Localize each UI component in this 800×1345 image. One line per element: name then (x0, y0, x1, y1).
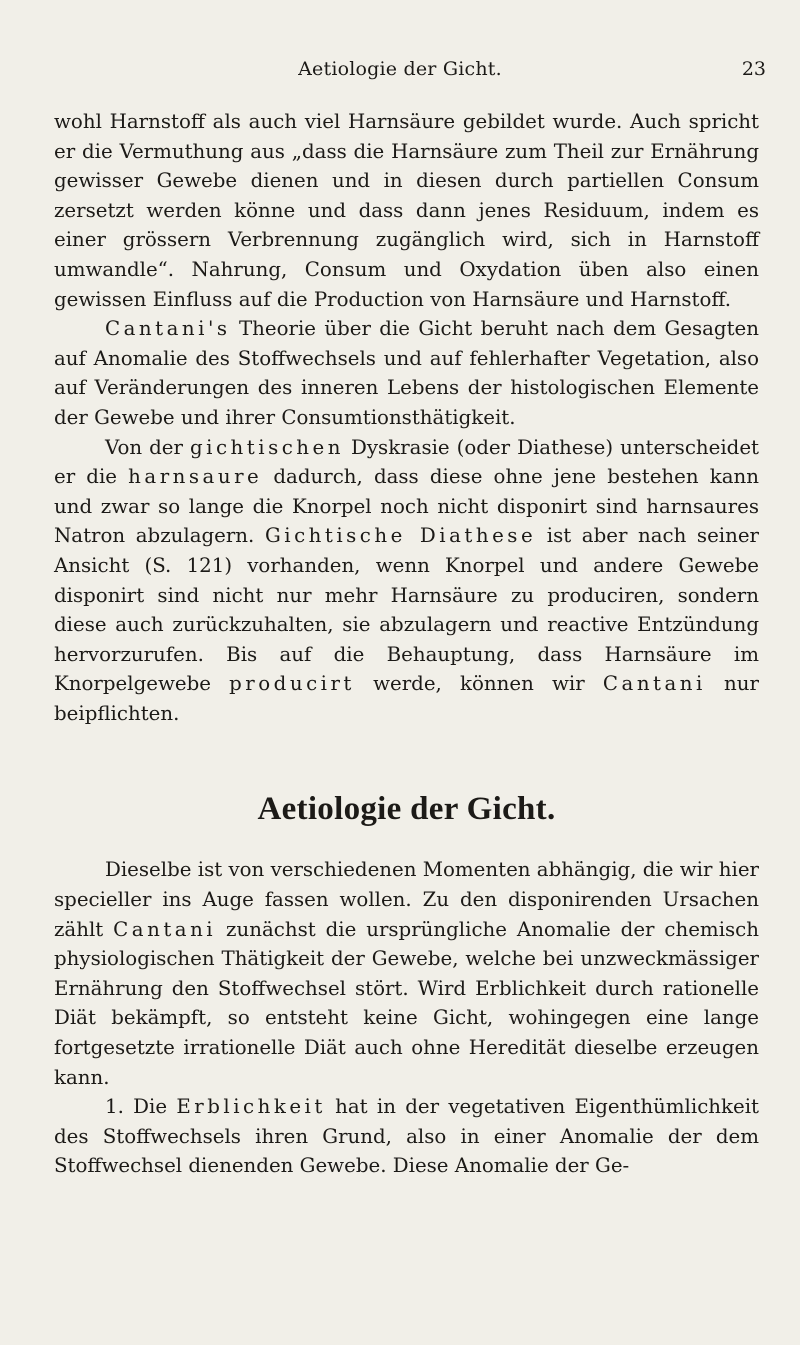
paragraph-text: werde, können wir (354, 672, 603, 696)
paragraph-text: Von der (105, 435, 190, 459)
running-header (0, 58, 800, 98)
paragraph-1: wohl Harnstoff als auch viel Harnsäure gebildet wurde. Auch spricht er die Vermuthung aus „dass die Harnsäure zum Theil zur Ernährung gewisser Gewebe dienen und in diesen durch partiellen Consum zersetzt werden könne und dass dann jenes Residuum, indem es einer grössern Verbrennung zugänglich wird, sich in Harnstoff umwandle“. Nahrung, Consum und Oxydation üben also einen gewissen Einfluss auf die Production von Harnsäure und Harnstoff. (54, 110, 759, 311)
paragraph-text: ist aber nach seiner Ansicht (S. 121) vorhanden, wenn Knorpel und andere Gewebe disponirt sind nicht nur mehr Harnsäure zu produciren, sondern diese auch zurückzuhalten, sie abzulagern und reactive Entzündung hervorzurufen. Bis auf die Behauptung, dass Harnsäure im Knorpelgewebe (54, 524, 760, 696)
paragraph-text: dadurch, dass diese ohne jene bestehen kann und zwar so lange die Knorpel noch nicht disponirt sind harnsaures Natron abzulagern. (54, 465, 759, 548)
spaced-name: Cantani's (105, 317, 231, 341)
spaced-name: Cantani (602, 672, 706, 696)
paragraph-text: Dyskrasie (oder Diathese) unterscheidet er die (54, 435, 759, 489)
spaced-term: gichtischen (189, 435, 344, 459)
section-heading: Aetiologie der Gicht. (257, 791, 556, 828)
paragraph-text: hat in der vegetativen Eigenthümlichkeit des Stoffwechsels ihren Grund, also in einer Anomalie der dem Stoffwechsel dienenden Gewebe. Diese Anomalie der Ge- (54, 1095, 759, 1178)
paragraph-5 (54, 1092, 759, 1181)
running-title: Aetiologie der Gicht. (298, 58, 502, 80)
paragraph-text: nur beipflichten. (54, 672, 759, 725)
page-body (54, 107, 759, 1181)
spaced-term: producirt (229, 672, 355, 696)
spaced-term: harnsaure (128, 465, 263, 489)
paragraph-text: zunächst die ursprüngliche Anomalie der chemisch physiologischen Thätigkeit der Gewebe, welche bei unzweckmässiger Ernährung den Stoffwechsel stört. Wird Erblichkeit durch rationelle Diät bekämpft, so entsteht keine Gicht, wohingegen eine lange fortgesetzte irrationelle Diät auch ohne Heredität dieselbe erzeugen kann. (54, 917, 759, 1089)
spaced-term: Gichtische Diathese (264, 524, 537, 548)
paragraph-text: Theorie über die Gicht beruht nach dem Gesagten auf Anomalie des Stoffwechsels und auf fehlerhafter Vegetation, also auf Veränderungen des inneren Lebens der histologischen Elemente der Gewebe und ihrer Consumtionsthätigkeit. (54, 317, 759, 429)
paragraph-3 (54, 433, 759, 729)
spaced-name: Cantani (113, 917, 217, 941)
paragraph-2 (54, 314, 759, 432)
paragraph-text: Dieselbe ist von verschiedenen Momenten abhängig, die wir hier specieller ins Auge fassen wollen. Zu den disponirenden Ursachen zählt (54, 858, 759, 941)
page-number: 23 (741, 58, 766, 80)
paragraph-text: 1. Die (105, 1095, 177, 1119)
spaced-term: Erblichkeit (176, 1095, 326, 1119)
paragraph-4 (54, 855, 759, 1092)
